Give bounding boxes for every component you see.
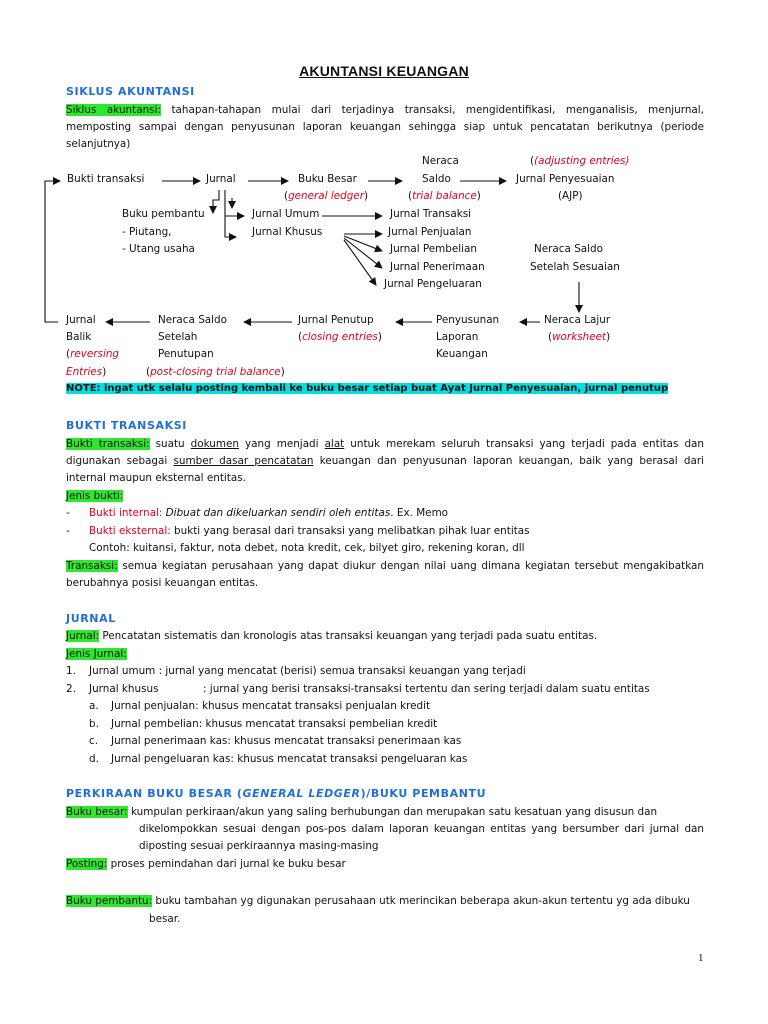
term-bukti: Bukti transaksi: bbox=[66, 438, 150, 450]
flow-neraca-saldo: Neraca Saldo bbox=[534, 243, 603, 255]
flow-ajp: (AJP) bbox=[558, 190, 583, 202]
cycle-arrows bbox=[0, 0, 768, 400]
term-jurnal: Jurnal: bbox=[66, 630, 100, 642]
bukti-internal: - Bukti internal: Dibuat dan dikeluarkan sendiri oleh entitas. Ex. Memo bbox=[66, 507, 449, 519]
jurnal-sub-d: d. Jurnal pengeluaran kas: khusus mencatat transaksi pengeluaran kas bbox=[89, 753, 468, 765]
flow-adjusting: ((adjusting entries) bbox=[530, 155, 630, 167]
flow-utang: - Utang usaha bbox=[122, 243, 195, 255]
siklus-text: tahapan-tahapan mulai dari terjadinya transaksi, mengidentifikasi, menganalisis, menjurnal, memposting sampai dengan penyusunan laporan keuangan sehingga siap untuk pencatatan berikutnya (periode selanjutnya) bbox=[66, 104, 704, 150]
flow-jurnal-penyesuaian: Jurnal Penyesuaian bbox=[516, 173, 615, 185]
bukti-jenis-label bbox=[66, 488, 123, 505]
jurnal-item-1: 1. Jurnal umum : jurnal yang mencatat (berisi) semua transaksi keuangan yang terjadi bbox=[66, 665, 526, 677]
buku-besar-line-1: Buku besar: kumpulan perkiraan/akun yang saling berhubungan dan merupakan satu kesatuan yang disusun dan bbox=[66, 806, 658, 818]
flow-closing: (closing entries) bbox=[298, 331, 382, 343]
term-jenis-jurnal: Jenis Jurnal: bbox=[66, 648, 127, 660]
note-banner bbox=[66, 380, 668, 397]
flow-post-closing: (post-closing trial balance) bbox=[146, 366, 285, 378]
posting-definition: Posting: proses pemindahan dari jurnal ke buku besar bbox=[66, 858, 346, 870]
flow-reversing-2: Entries) bbox=[66, 366, 107, 378]
term-transaksi: Transaksi: bbox=[66, 560, 118, 572]
jurnal-sub-c: c. Jurnal penerimaan kas: khusus mencatat transaksi penerimaan kas bbox=[89, 735, 462, 747]
flow-worksheet: (worksheet) bbox=[548, 331, 611, 343]
flow-penyusunan-1: Penyusunan bbox=[436, 314, 500, 326]
buku-besar-line-2: dikelompokkan sesuai dengan pos-pos dalam laporan keuangan entitas yang bersumber dari jurnal dan diposting sesuai perkiraannya masing-masing bbox=[139, 823, 704, 852]
jurnal-sub-b: b. Jurnal pembelian: khusus mencatat transaksi pembelian kredit bbox=[89, 718, 438, 730]
flow-piutang: - Piutang, bbox=[122, 226, 172, 238]
bukti-definition: Bukti transaksi: suatu dokumen yang menjadi alat untuk merekam seluruh transaksi yang terjadi pada entitas dan digunakan sebagai sumber dasar pencatatan keuangan dan penyusunan laporan keuangan, baik yang berasal dari internal maupun eksternal entitas. bbox=[66, 438, 704, 484]
term-jenis-bukti: Jenis bukti: bbox=[66, 490, 124, 502]
flow-jurnal-pengeluaran: Jurnal Pengeluaran bbox=[384, 278, 482, 290]
flow-ns-setelah-3: Penutupan bbox=[158, 348, 214, 360]
term-buku-besar: Buku besar: bbox=[66, 806, 128, 818]
transaksi-definition: Transaksi: semua kegiatan perusahaan yang dapat diukur dengan nilai uang dimana kegiatan tersebut mengakibatkan berubahnya posisi keuangan entitas. bbox=[66, 560, 704, 589]
flow-neraca-lajur: Neraca Lajur bbox=[544, 314, 611, 326]
flow-trial-balance: (trial balance) bbox=[408, 190, 481, 202]
flow-jurnal-balik-1: Jurnal bbox=[66, 314, 96, 326]
buku-pembantu-line-2: besar. bbox=[149, 913, 181, 925]
flow-jurnal-umum: Jurnal Umum bbox=[252, 208, 320, 220]
term-siklus: Siklus akuntansi: bbox=[66, 104, 161, 116]
flow-penyusunan-2: Laporan bbox=[436, 331, 479, 343]
flow-setelah-sesuaian: Setelah Sesuaian bbox=[530, 261, 620, 273]
section-heading-siklus: SIKLUS AKUNTANSI bbox=[66, 85, 195, 98]
term-posting: Posting: bbox=[66, 858, 108, 870]
section-heading-perkiraan: PERKIRAAN BUKU BESAR (GENERAL LEDGER)/BUKU PEMBANTU bbox=[66, 787, 487, 800]
flow-buku-pembantu: Buku pembantu bbox=[122, 208, 205, 220]
flow-jurnal-pembelian: Jurnal Pembelian bbox=[390, 243, 478, 255]
note-text: NOTE: ingat utk selalu posting kembali ke buku besar setiap buat Ayat Jurnal Penyesuaian, jurnal penutup bbox=[66, 383, 669, 394]
jurnal-sub-a: a. Jurnal penjualan: khusus mencatat transaksi penjualan kredit bbox=[89, 700, 431, 712]
flow-neraca: Neraca bbox=[422, 155, 459, 167]
flow-penyusunan-3: Keuangan bbox=[436, 348, 488, 360]
flow-bukti-transaksi: Bukti transaksi bbox=[67, 173, 145, 185]
flow-jurnal: Jurnal bbox=[206, 173, 236, 185]
bukti-contoh: Contoh: kuitansi, faktur, nota debet, nota kredit, cek, bilyet giro, rekening koran, dll bbox=[89, 542, 525, 554]
flow-jurnal-khusus: Jurnal Khusus bbox=[252, 226, 323, 238]
bukti-eksternal: - Bukti eksternal: bukti yang berasal dari transaksi yang melibatkan pihak luar entitas bbox=[66, 525, 530, 537]
flow-jurnal-balik-2: Balik bbox=[66, 331, 92, 343]
flow-saldo: Saldo bbox=[422, 173, 451, 185]
flow-jurnal-penerimaan: Jurnal Penerimaan bbox=[390, 261, 485, 273]
jurnal-jenis-label bbox=[66, 646, 127, 663]
flow-buku-besar: Buku Besar bbox=[298, 173, 357, 185]
term-buku-pembantu: Buku pembantu: bbox=[66, 895, 153, 907]
flow-ns-setelah-1: Neraca Saldo bbox=[158, 314, 227, 326]
page-title: AKUNTANSI KEUANGAN bbox=[299, 63, 469, 79]
flow-general-ledger: (general ledger) bbox=[284, 190, 369, 202]
flow-jurnal-transaksi: Jurnal Transaksi bbox=[390, 208, 472, 220]
buku-pembantu-line-1: Buku pembantu: buku tambahan yg digunakan perusahaan utk merincikan beberapa akun-akun tertentu yg ada dibuku bbox=[66, 895, 690, 907]
flow-ns-setelah-2: Setelah bbox=[158, 331, 198, 343]
jurnal-item-2: 2. Jurnal khusus : jurnal yang berisi transaksi-transaksi tertentu dan sering terjadi dalam suatu entitas bbox=[66, 683, 650, 695]
flow-jurnal-penutup: Jurnal Penutup bbox=[298, 314, 374, 326]
section-heading-bukti: BUKTI TRANSAKSI bbox=[66, 419, 187, 432]
section-heading-jurnal: JURNAL bbox=[66, 612, 116, 625]
flow-reversing-1: (reversing bbox=[66, 348, 120, 360]
flow-adjusting-text: (adjusting entries) bbox=[534, 155, 630, 167]
jurnal-definition: Jurnal: Pencatatan sistematis dan kronologis atas transaksi keuangan yang terjadi pada suatu entitas. bbox=[66, 630, 598, 642]
page-number: 1 bbox=[698, 952, 704, 964]
flow-jurnal-penjualan: Jurnal Penjualan bbox=[388, 226, 472, 238]
